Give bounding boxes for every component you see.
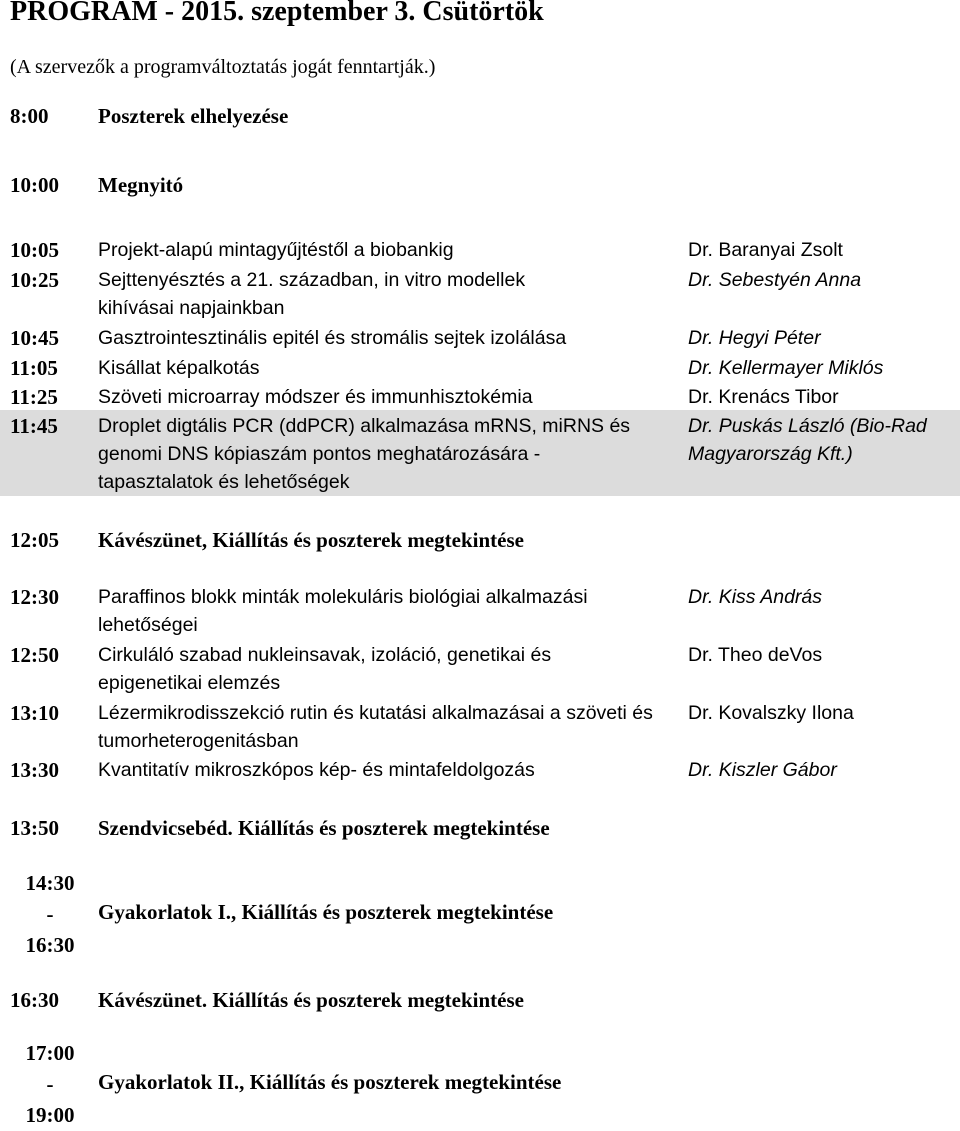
- row-time: 13:30: [10, 758, 59, 782]
- time-start: 17:00: [25, 1041, 75, 1065]
- row-time: 12:50: [10, 643, 59, 667]
- row-speaker: Dr. Baranyai Zsolt: [688, 239, 843, 261]
- row-time: 13:50: [10, 816, 59, 840]
- time-range: [10, 868, 90, 961]
- row-time: 13:10: [10, 701, 59, 725]
- time-range: [10, 1038, 90, 1131]
- row-time: 16:30: [10, 988, 59, 1012]
- row-topic: Kisállat képalkotás: [98, 357, 260, 379]
- row-speaker: Dr. Kiszler Gábor: [688, 759, 837, 781]
- row-speaker: Dr. Kiss András: [688, 586, 823, 608]
- row-time: 11:05: [10, 356, 58, 380]
- row-speaker: Dr. Kellermayer Miklós: [688, 357, 884, 379]
- row-speaker: Dr. Hegyi Péter: [688, 327, 821, 349]
- row-topic: Kávészünet, Kiállítás és poszterek megtekintése: [98, 528, 524, 552]
- time-end: 16:30: [25, 933, 75, 957]
- time-start: 14:30: [25, 871, 75, 895]
- row-topic: Szöveti microarray módszer és immunhisztokémia: [98, 386, 533, 408]
- row-topic: Szendvicsebéd. Kiállítás és poszterek megtekintése: [98, 816, 550, 840]
- row-topic: Sejttenyésztés a 21. században, in vitro modellek kihívásai napjainkban: [98, 269, 526, 319]
- row-time: 8:00: [10, 104, 49, 128]
- row-topic: Megnyitó: [98, 173, 184, 197]
- row-speaker: Dr. Krenács Tibor: [688, 386, 839, 408]
- disclaimer-note: (A szervezők a programváltoztatás jogát fenntartják.): [10, 56, 436, 78]
- row-topic: Paraffinos blokk minták molekuláris biológiai alkalmazási lehetőségei: [98, 586, 588, 636]
- row-topic: Droplet digtális PCR (ddPCR) alkalmazása mRNS, miRNS és genomi DNS kópiaszám pontos meghatározására - tapasztalatok és lehetőségek: [98, 415, 631, 493]
- time-separator: -: [46, 902, 54, 926]
- row-topic: Kávészünet. Kiállítás és poszterek megtekintése: [98, 988, 524, 1012]
- row-time: 12:05: [10, 528, 59, 552]
- row-speaker: Dr. Kovalszky Ilona: [688, 702, 854, 724]
- row-topic: Gasztrointesztinális epitél és stromális sejtek izolálása: [98, 327, 567, 349]
- row-time: 10:25: [10, 268, 59, 292]
- row-topic: Lézermikrodisszekció rutin és kutatási alkalmazásai a szöveti és tumorheterogenitásban: [98, 702, 653, 752]
- time-end: 19:00: [25, 1103, 75, 1127]
- row-time: 10:05: [10, 238, 59, 262]
- row-topic: Projekt-alapú mintagyűjtéstől a biobankig: [98, 239, 454, 261]
- row-speaker: Dr. Puskás László (Bio-Rad Magyarország Kft.): [688, 415, 927, 465]
- row-topic: Kvantitatív mikroszkópos kép- és mintafeldolgozás: [98, 759, 535, 781]
- row-time: 10:45: [10, 326, 59, 350]
- row-time: 11:25: [10, 385, 58, 409]
- row-topic: Gyakorlatok I., Kiállítás és poszterek megtekintése: [98, 900, 554, 924]
- row-speaker: Dr. Theo deVos: [688, 644, 823, 666]
- row-topic: Gyakorlatok II., Kiállítás és poszterek megtekintése: [98, 1070, 562, 1094]
- row-time: 12:30: [10, 585, 59, 609]
- row-speaker: Dr. Sebestyén Anna: [688, 269, 862, 291]
- row-time: 11:45: [10, 414, 58, 438]
- time-separator: -: [46, 1072, 54, 1096]
- row-topic: Cirkuláló szabad nukleinsavak, izoláció, genetikai és epigenetikai elemzés: [98, 644, 552, 694]
- page-title: PROGRAM - 2015. szeptember 3. Csütörtök: [10, 0, 544, 27]
- row-topic: Poszterek elhelyezése: [98, 104, 289, 128]
- row-time: 10:00: [10, 173, 59, 197]
